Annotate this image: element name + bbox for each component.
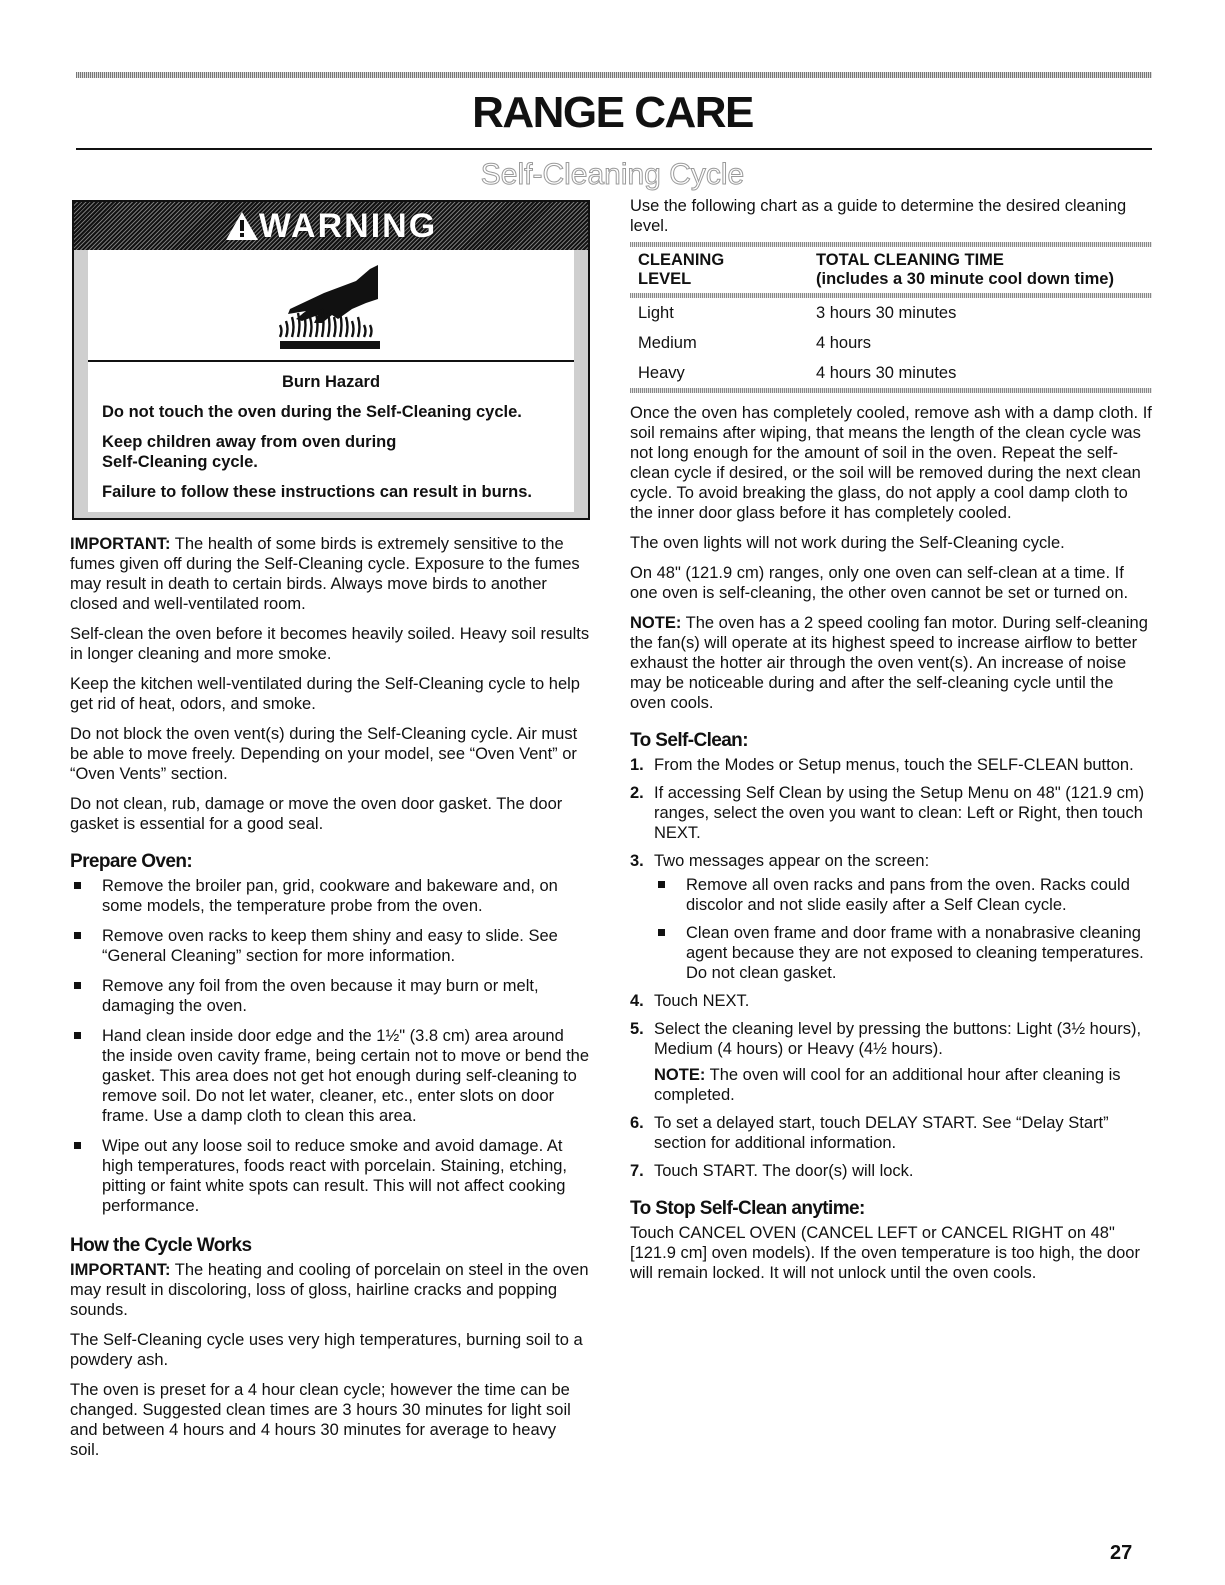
list-item: Remove any foil from the oven because it may burn or melt, damaging the oven.: [70, 976, 590, 1016]
warning-line-burn-hazard: Burn Hazard: [281, 373, 381, 391]
cleaning-time-table: [630, 247, 1152, 293]
paragraph: Keep the kitchen well-ventilated during the Self-Cleaning cycle to help get rid of heat, odors, and smoke.: [70, 675, 580, 713]
warning-line-3: Self-Cleaning cycle.: [102, 453, 258, 471]
warning-box: [72, 200, 590, 520]
list-item: Wipe out any loose soil to reduce smoke and avoid damage. At high temperatures, foods react with porcelain. Staining, etching, pitting or faint white spots can result. This will not affect cooking performance.: [70, 1136, 590, 1216]
right-column: [630, 196, 1152, 1293]
cleaning-time-table-body: [630, 298, 1152, 388]
chart-intro: Use the following chart as a guide to determine the desired cleaning level.: [630, 197, 1127, 235]
paragraph: Once the oven has completely cooled, remove ash with a damp cloth. If soil remains after wiping, that means the length of the clean cycle was not long enough for the amount of soil in the oven. Repeat the self-clean cycle if desired, or the soil will be removed during the next clean cycle. To avoid breaking the glass, do not apply a cool damp cloth to the inner door glass before it has completely cooled.: [630, 404, 1152, 522]
paragraph: The oven is preset for a 4 hour clean cycle; however the time can be changed. Suggested clean times are 3 hours 30 minutes for light soil and between 4 hours and 4 hours 30 minutes for average to heavy soil.: [70, 1381, 571, 1459]
step5-note: NOTE: The oven will cool for an additional hour after cleaning is completed.: [654, 1066, 1121, 1104]
warning-inner: [74, 250, 588, 518]
warning-line-2: Keep children away from oven during: [102, 433, 397, 451]
warning-pictogram-area: [88, 250, 574, 362]
warning-header: [74, 202, 588, 250]
warning-text: [88, 362, 574, 512]
paragraph: The Self-Cleaning cycle uses very high temperatures, burning soil to a powdery ash.: [70, 1331, 583, 1369]
step-item: 7. Touch START. The door(s) will lock.: [630, 1162, 914, 1180]
top-dotted-rule: [76, 72, 1152, 78]
how-cycle-works-heading: How the Cycle Works: [70, 1235, 252, 1256]
list-item: Remove all oven racks and pans from the oven. Racks could discolor and not slide easily after a Self Clean cycle.: [654, 875, 1152, 915]
step-item: 4. Touch NEXT.: [630, 992, 750, 1010]
page-title: RANGE CARE: [472, 88, 753, 137]
paragraph: The oven lights will not work during the Self-Cleaning cycle.: [630, 534, 1065, 552]
table-bottom-rule: [630, 388, 1152, 393]
left-column: [70, 200, 590, 1470]
warning-line-1: Do not touch the oven during the Self-Cleaning cycle.: [102, 403, 522, 421]
paragraph: IMPORTANT: The health of some birds is extremely sensitive to the fumes given off during the Self-Cleaning cycle. Exposure to the fumes may result in death to certain birds. Always move birds to another closed and well-ventilated room.: [70, 535, 580, 613]
step-item: 1. From the Modes or Setup menus, touch the SELF-CLEAN button.: [630, 756, 1134, 774]
step-item: 6. To set a delayed start, touch DELAY START. See “Delay Start” section for additional information.: [630, 1114, 1109, 1152]
list-item: Remove the broiler pan, grid, cookware and bakeware and, on some models, the temperature probe from the oven.: [70, 876, 590, 916]
to-self-clean-heading: To Self-Clean:: [630, 730, 748, 751]
table-row: Light 3 hours 30 minutes: [638, 304, 957, 322]
warning-line-4: Failure to follow these instructions can result in burns.: [102, 483, 532, 501]
list-item: Hand clean inside door edge and the 1½" (3.8 cm) area around the inside oven cavity frame, being certain not to move or bend the gasket. This area does not get hot enough during self-cleaning to remove soil. Do not let water, cleaner, etc., enter slots on door frame. Use a damp cloth to clean this area.: [70, 1026, 590, 1126]
paragraph: NOTE: The oven has a 2 speed cooling fan motor. During self-cleaning the fan(s) will operate at its highest speed to increase airflow to better exhaust the hotter air through the oven vent(s). An increase of noise may be noticeable during and after the self-cleaning cycle until the oven cools.: [630, 614, 1148, 712]
self-clean-steps: [630, 755, 1152, 1181]
table-row: Medium 4 hours: [638, 334, 872, 352]
table-row: Heavy 4 hours 30 minutes: [638, 364, 957, 382]
paragraph: IMPORTANT: The heating and cooling of porcelain on steel in the oven may result in discoloring, loss of gloss, hairline cracks and popping sounds.: [70, 1261, 589, 1319]
hot-surface-hand-icon: [266, 259, 396, 351]
paragraph: Self-clean the oven before it becomes heavily soiled. Heavy soil results in longer cleaning and more smoke.: [70, 625, 590, 663]
paragraph: Touch CANCEL OVEN (CANCEL LEFT or CANCEL RIGHT on 48" [121.9 cm] oven models). If the oven temperature is too high, the door will remain locked. It will not unlock until the oven cools.: [630, 1224, 1140, 1282]
table-header-row: [630, 247, 1152, 293]
title-rule: [76, 148, 1152, 150]
paragraph: Do not clean, rub, damage or move the oven door gasket. The door gasket is essential for a good seal.: [70, 795, 563, 833]
paragraph: Do not block the oven vent(s) during the Self-Cleaning cycle. Air must be able to move freely. Depending on your model, see “Oven Vent” or “Oven Vents” section.: [70, 725, 578, 783]
paragraph: On 48" (121.9 cm) ranges, only one oven can self-clean at a time. If one oven is self-cleaning, the other oven cannot be set or turned on.: [630, 564, 1129, 602]
to-stop-self-clean-heading: To Stop Self-Clean anytime:: [630, 1198, 865, 1219]
step3-bullets: [654, 875, 1152, 983]
warning-header-text: WARNING: [258, 207, 438, 245]
list-item: Remove oven racks to keep them shiny and easy to slide. See “General Cleaning” section for more information.: [70, 926, 590, 966]
prepare-oven-list: [70, 876, 590, 1216]
step-item: 5. Select the cleaning level by pressing the buttons: Light (3½ hours), Medium (4 hours) or Heavy (4½ hours). NOTE: The oven will cool for an additional hour after cleaning is completed.: [630, 1019, 1152, 1105]
prepare-oven-heading: Prepare Oven:: [70, 851, 193, 872]
column-header-time: TOTAL CLEANING TIME (includes a 30 minute cool down time): [816, 251, 1114, 288]
step-item: 2. If accessing Self Clean by using the Setup Menu on 48" (121.9 cm) ranges, select the oven you want to clean: Left or Right, then touch NEXT.: [630, 784, 1145, 842]
list-item: Clean oven frame and door frame with a nonabrasive cleaning agent because they are not exposed to cleaning temperatures. Do not clean gasket.: [654, 923, 1152, 983]
section-title: Self-Cleaning Cycle: [480, 158, 745, 191]
warning-triangle-icon: [225, 211, 259, 241]
column-header-level: CLEANING LEVEL: [638, 251, 725, 288]
page-number: 27: [1110, 1542, 1133, 1564]
step-item: 3. Two messages appear on the screen: Remove all oven racks and pans from the oven. Racks could discolor and not slide easily after a Self Clean cycle. Clean oven frame and door frame with a nonabrasive cleaning agent because they are not exposed to cleaning temperatures. Do not clean gasket.: [630, 851, 1152, 983]
